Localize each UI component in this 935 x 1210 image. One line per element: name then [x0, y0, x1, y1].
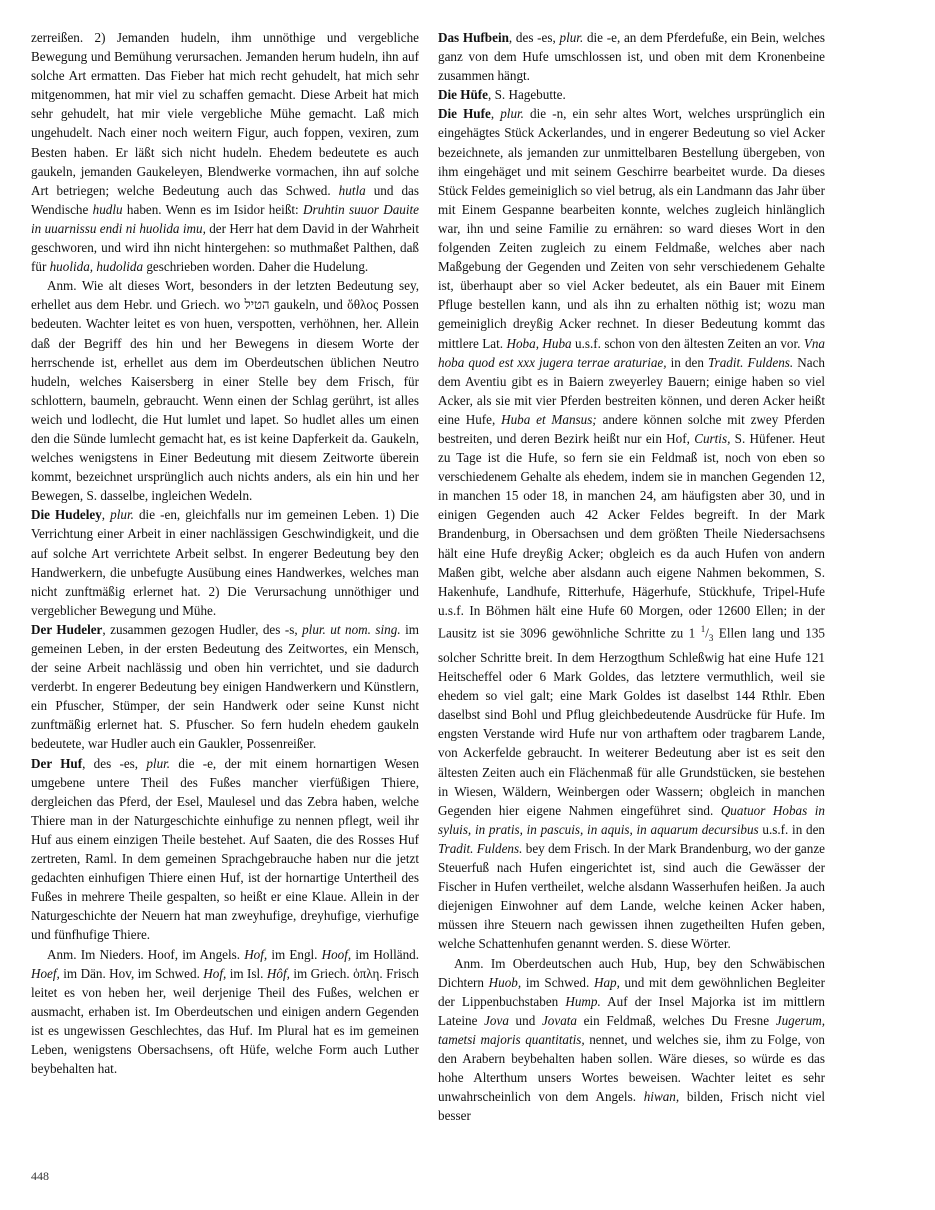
paragraph-hufe-note: Anm. Im Oberdeutschen auch Hub, Hup, bey den Schwäbischen Dichtern Huob, im Schwed. Hap, und mit dem gewöhnlichen Begleiter der Lippenbuchstaben Hump. Auf der Insel Majorka ist im mittlern Lateine Jova und Jovata ein Feldmaß, welches Du Fresne Jugerum, tametsi majoris quantitatis, nennet, und welches sie, ihm zu Folge, von den Arabern beybehalten haben sollen. Wäre dieses, so würde es das hohe Alterthum unsers Wortes beweisen. Wachter leitet es sehr unwahrscheinlich von dem Angels. hiwan, bilden, Frisch nicht viel besser	[438, 955, 826, 1124]
entry-hufbein: Das Hufbein, des -es, plur. die -e, an dem Pferdefuße, ein Bein, welches ganz von dem Hufe umschlossen ist, und oben mit dem Kronenbeine zusammen hängt.	[438, 30, 826, 84]
paragraph-hudeln-note: Anm. Wie alt dieses Wort, besonders in der letzten Bedeutung sey, erhellet aus dem Hebr. und Griech. wo הטיל gaukeln, und ὅθλος Possen bedeuten. Wachter leitet es von huen, verspotten, verhöhnen, her. Allein daß der Begriff des hin und her Bewegens in diesem Worte der herrschende ist, erhellet aus dem im Oberdeutschen üblichen Neutro hudeln, welches Kaisersberg in einer Stelle bey dem Frisch, für schlottern, baumeln, gebraucht. Wenn einen der Schlag gerührt, ist alles weich und lodlecht, die Hut lumlet und lapet. So hudlet alles um einen den die Sünde lumlecht gemacht hat, es ist keine Dapferkeit da. Gaukeln, welches wenigstens in Einer Bedeutung mit diesem Zeitworte überein kommt, bezeichnet ursprünglich auch nichts anders, als ein hin und her Bewegen, S. dasselbe, ingleichen Wedeln.	[31, 278, 419, 504]
headword-hudeler: Der Hudeler	[31, 621, 103, 637]
headword-huf: Der Huf	[31, 755, 83, 771]
fraction-numerator: 1	[700, 623, 706, 634]
entry-huf: Der Huf, des -es, plur. die -e, der mit einem hornartigen Wesen umgebene untere Theil des Fußes mancher vierfüßigen Thiere, dergleichen das Pferd, der Esel, Maulesel und das Zebra haben, welche Thiere man in der Naturgeschichte einhufige zu nennen pflegt, weil ihr Huf aus einem einzigen Theile bestehet. Auf Saaten, die des Rosses Huf zertreten, Raml. In dem gemeinen Sprachgebrauche haben nur die jetzt gedachten einhufigen Thiere einen Huf, ist der hornartige Untertheil des Fußes in mehrere Theile gespalten, so heißt er eine Klaue. Allein in der Naturgeschichte der Neuern hat man zweyhufige, dreyhufige, vierhufige und fünfhufige Thiere.	[31, 755, 420, 943]
entry-hudeley: Die Hudeley, plur. die -en, gleichfalls nur im gemeinen Leben. 1) Die Verrichtung einer Arbeit in einer nachlässigen Geschwindigkeit, und die auf solche Art verrichtete Arbeit selbst. In engerer Bedeutung bey den Handwerkern, die unbefugte Ausübung eines Handwerkes, welches man nicht zunftmäßig erlernet hat. 2) Die Verursachung unnöthiger und vergeblicher Bewegung und Mühe.	[31, 507, 419, 618]
right-column	[438, 28, 825, 1125]
paragraph-hudeln-continued: zerreißen. 2) Jemanden hudeln, ihm unnöthige und vergebliche Bewegung und Bemühung verursachen. Jemanden herum hudeln, ihn auf solche Art ermatten. Das Fieber hat mich recht gehudelt, hat mich sehr mitgenommen, hat mir viel zu schaffen gemacht. Diese Arbeit hat mich sehr gehudelt, hat mir viele vergebliche Mühe gemacht. Laß mich ungehudelt. Nach einer noch weitern Figur, auch foppen, vexiren, zum Besten haben. Er läßt sich nicht hudeln. Ehedem bedeutete es auch gaukeln, jemanden Gaukeleyen, Blendwerke vormachen, ihn auf solche Art betriegen; welche Bedeutung auch das Schwed. hutla und das Wendische hudlu haben. Wenn es im Isidor heißt: Druhtin suuor Dauite in uuarnissu endi ni huolida imu, der Herr hat dem David in der Wahrheit geschworen, und wird ihn nicht hintergehen: so muthmaßet Palthen, daß für huolida, hudolida geschrieben worden. Daher die Hudelung.	[31, 30, 420, 275]
headword-huefe: Die Hüfe	[438, 87, 488, 103]
entry-hufe: Die Hufe, plur. die -n, ein sehr altes Wort, welches ursprünglich ein eingehägtes Stück Ackerlandes, und in engerer Bedeutung so viel Acker bezeichnete, als jemanden zur unmittelbaren Bestellung übergeben, von ihm eingehäget und mit seinem Geschirre bearbeitet wurde. Da dieses Stück Feldes gemeiniglich so viel betrug, als ein Landmann das Jahr über mit Einem Gespanne bearbeiten konnte, welches zugleich hinlänglich war, ihn und seine Familie zu ernähren: so ward dieses Wort in den folgenden Zeiten zugleich zu einem Feldmaße, welches aber nach Maßgebung der Gegenden und Zeiten von sehr verschiedenem Gehalte ist, überhaupt aber so viel Acker bedeutet, als ein Bauer mit Einem Pfluge bestellen kann, und als ihn zu erhalten nöthig ist; wozu man gemeiniglich dreyßig Acker rechnet. In dieser Bedeutung kommt das mittlere Lat. Hoba, Huba u.s.f. schon von den ältesten Zeiten an vor. Vna hoba quod est xxx jugera terrae araturiae, in den Tradit. Fuldens. Nach dem Aventiu gibt es in Baiern zweyerley Bauern; einige haben so viel Acker, als sie mit vier Pferden bestreiten können, und deren Acker heißt eine Hufe, Huba et Mansus; andere können solche mit zwey Pferden bestreiten, und deren Bezirk heißt nur ein Hof, Curtis, S. Hüfener. Heut zu Tage ist die Hufe, so fern sie ein Feldmaß ist, noch von eben so verschiedenem Gehalte als ehedem, indem sie in manchen Gegenden 12, in manchen 15 oder 18, in manchen 24, am häufigsten aber 30, und in einigen Gegenden auch 42 Acker Feldes begreift. In der Mark Brandenburg, in Obersachsen und dem größten Theile Niedersachsens hält eine Hufe dreyßig Acker; obgleich es da auch Hufen von andern Maßen gibt, welche aber alsdann auch eigene Nahmen bekommen, S. Hakenhufe, Landhufe, Ritterhufe, Hägerhufe, Stückhufe, Tripel-Hufe u.s.f. In Böhmen hält eine Hufe 60 Morgen, oder 12600 Ellen; in der Lausitz ist sie 3096 gewöhnliche Schritte zu 1 $^1/_3$ Ellen lang und 135 solcher Schritte breit. In dem Herzogthum Schleßwig hat eine Hufe 121 Heitscheffel oder 6 Mark Goldes, das letztere vermuthlich, weil sie ehedem so viel galt; eine Mark Goldes ist daselbst 144 Rthlr. Eben daselbst sind Bohl und Pflug gleichbedeutende Ausdrücke für Hufe. Im engsten Verstande wird Hufe nur von arthaftem oder tragbarem Lande, von Ackerfelde gebraucht. In weiterer Bedeutung aber ist es seit den ältesten Zeiten auch ein Flächenmaß für alle Grundstücken, sie bestehen in Wiesen, Wäldern, Weinbergen oder Wassern; obgleich in manchen Gegenden hier eigene Nahmen eingeführet sind. Quatuor Hobas in syluis, in pratis, in pascuis, in aquis, in aquarum decursibus u.s.f. in den Tradit. Fuldens. bey dem Frisch. In der Mark Brandenburg, wo der ganze Steuerfuß nach Hufen eingerichtet ist, sind auch die Gewässer der Fischer in Hufen vertheilet, welche alsdann Wasserhufen heißen. Ja auch diejenigen Einwohner auf dem Lande, welche keinen Acker haben, müssen ihre Steuern nach gewissen ihnen zugetheilten Hufen geben, welche Schattenhufen genannt werden. S. diese Wörter.	[438, 106, 826, 952]
entry-huefe: Die Hüfe, S. Hagebutte.	[438, 87, 566, 103]
fraction-denominator: 3	[708, 632, 714, 643]
headword-hufe: Die Hufe	[438, 106, 491, 122]
entry-hudeler: Der Hudeler, zusammen gezogen Hudler, des -s, plur. ut nom. sing. im gemeinen Leben, in der ersten Bedeutung des Zeitwortes, ein Mensch, der seine Arbeit nachlässig und oben hin verrichtet, und sie dadurch verderbt. In engerer Bedeutung bey einigen Handwerkern und Künstlern, ein Pfuscher, Stümper, der sein Handwerk oder seine Kunst nicht zunftmäßig erlernet hat. S. Pfuscher. So fern hudeln ehedem gaukeln bedeutete, war Hudler auch ein Gaukler, Possenreißer.	[31, 621, 419, 752]
headword-hufbein: Das Hufbein	[438, 30, 509, 45]
headword-hudeley: Die Hudeley	[31, 507, 102, 523]
paragraph-huf-note: Anm. Im Nieders. Hoof, im Angels. Hof, im Engl. Hoof, im Holländ. Hoef, im Dän. Hov, im Schwed. Hof, im Isl. Hôf, im Griech. ὁπλη. Frisch leitet es von heben her, weil derjenige Theil des Fußes, welchen er ausmacht, erhaben ist. Im Oberdeutschen und einigen andern Gegenden ist es ungewissen Geschlechtes, das Huf. Im Plural hat es im gemeinen Leben, wenigstens Obersachsens, oft Hüfe, welche Form auch Luther beybehalten hat.	[31, 946, 419, 1077]
page-number: 448	[31, 1169, 49, 1183]
left-column	[31, 28, 419, 1078]
